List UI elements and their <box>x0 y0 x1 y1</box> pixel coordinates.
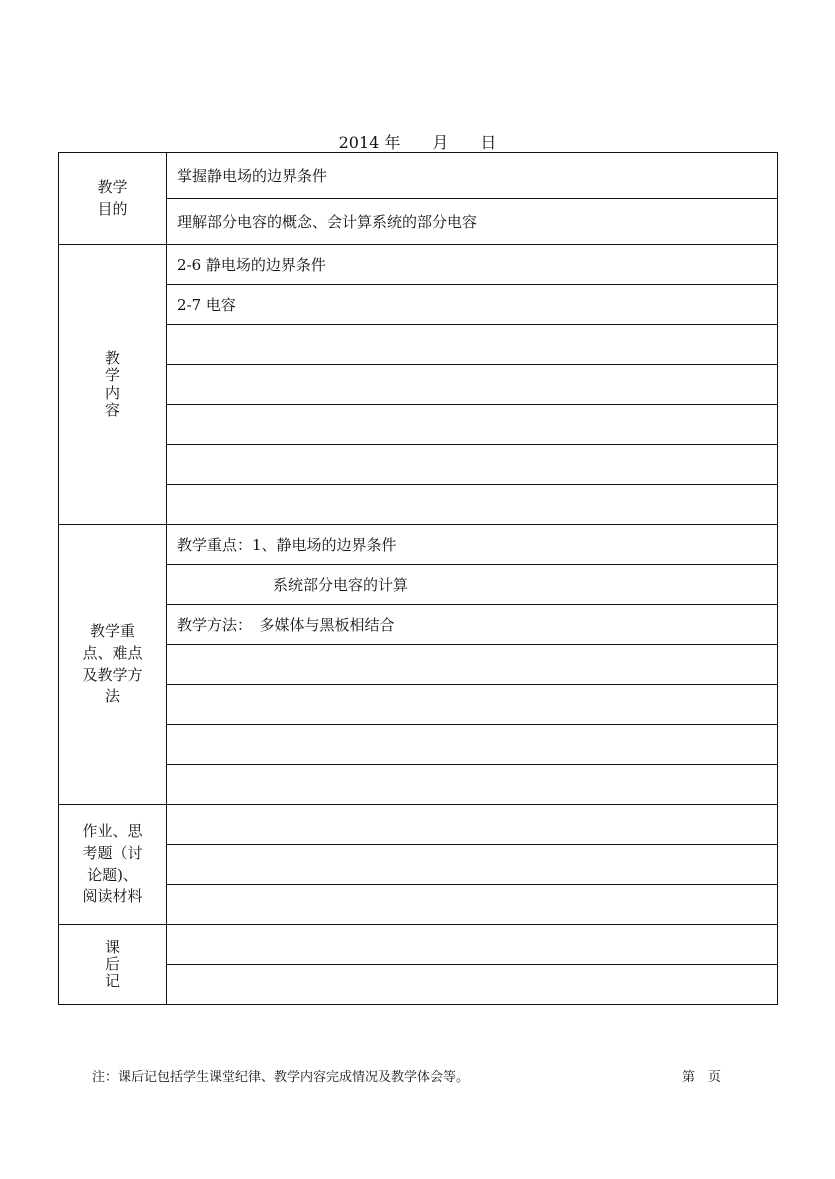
table-row <box>59 605 778 645</box>
methods-row: 系统部分电容的计算 <box>167 565 778 605</box>
table-row <box>59 885 778 925</box>
table-row <box>59 485 778 525</box>
content-row <box>167 485 778 525</box>
goal-row: 掌握静电场的边界条件 <box>167 153 778 199</box>
table-row <box>59 325 778 365</box>
table-row <box>59 365 778 405</box>
content-row <box>167 325 778 365</box>
content-row <box>167 405 778 445</box>
table-row <box>59 525 778 565</box>
methods-row <box>167 765 778 805</box>
page-number: 第 页 <box>682 1070 722 1085</box>
lesson-plan-table <box>58 152 778 1005</box>
homework-row <box>167 845 778 885</box>
methods-label: 教学重点、难点及教学方法 <box>59 525 167 805</box>
table-row <box>59 285 778 325</box>
content-label: 教学内容 <box>59 245 167 525</box>
methods-row <box>167 685 778 725</box>
content-row: 2-7 电容 <box>167 285 778 325</box>
table-row <box>59 965 778 1005</box>
goals-label: 教学目的 <box>59 153 167 245</box>
table-row <box>59 565 778 605</box>
goal-row: 理解部分电容的概念、会计算系统的部分电容 <box>167 199 778 245</box>
homework-row <box>167 805 778 845</box>
homework-row <box>167 885 778 925</box>
methods-row: 教学方法： 多媒体与黑板相结合 <box>167 605 778 645</box>
methods-row <box>167 645 778 685</box>
content-row <box>167 365 778 405</box>
table-row <box>59 199 778 245</box>
table-row <box>59 765 778 805</box>
notes-row <box>167 925 778 965</box>
table-row <box>59 153 778 199</box>
methods-row: 教学重点：1、静电场的边界条件 <box>167 525 778 565</box>
table-row <box>59 405 778 445</box>
methods-row <box>167 725 778 765</box>
date-line: 2014 年 月 日 <box>338 133 497 152</box>
footer-note: 注：课后记包括学生课堂纪律、教学内容完成情况及教学体会等。 <box>92 1070 470 1085</box>
table-row <box>59 925 778 965</box>
table-row <box>59 245 778 285</box>
notes-label: 课后记 <box>59 925 167 1005</box>
content-row <box>167 445 778 485</box>
table-row <box>59 805 778 845</box>
notes-row <box>167 965 778 1005</box>
table-row <box>59 725 778 765</box>
homework-label: 作业、思考题（讨论题)、阅读材料 <box>59 805 167 925</box>
table-row <box>59 645 778 685</box>
content-row: 2-6 静电场的边界条件 <box>167 245 778 285</box>
table-row <box>59 845 778 885</box>
table-row <box>59 685 778 725</box>
table-row <box>59 445 778 485</box>
